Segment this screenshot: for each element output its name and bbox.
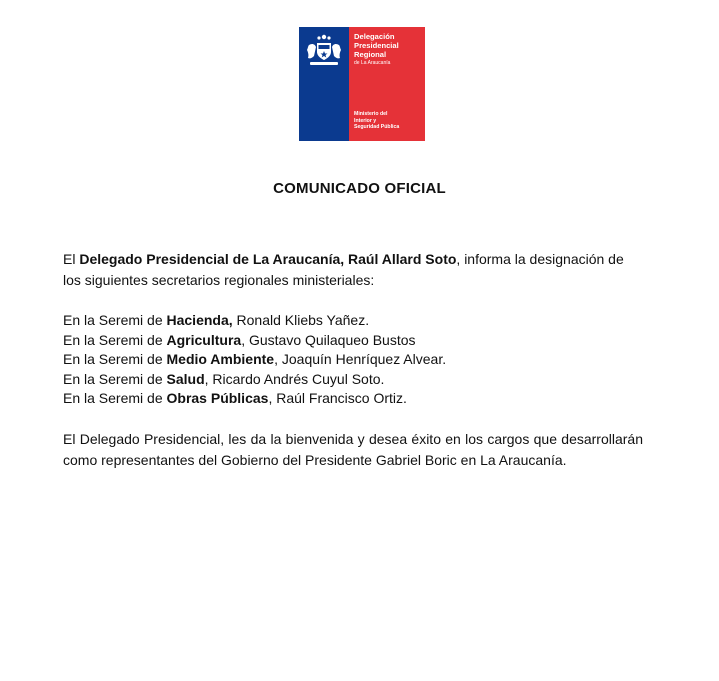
logo-line-3: Regional xyxy=(354,50,387,59)
appointment-area: Medio Ambiente xyxy=(166,351,275,367)
appointment-item xyxy=(63,370,643,390)
appointment-prefix: En la Seremi de xyxy=(63,331,167,348)
appointment-name: , Raúl Francisco Ortiz. xyxy=(268,390,407,406)
coat-of-arms-icon xyxy=(304,33,344,69)
intro-suffix: , informa la designación de los siguientes secretarios regionales ministeriales: xyxy=(63,251,624,288)
appointments-list xyxy=(63,311,643,409)
appointment-item xyxy=(63,350,643,370)
logo-ministry-line-3: Seguridad Pública xyxy=(354,124,400,130)
appointment-area: Hacienda, xyxy=(166,312,233,328)
logo-ministry-line-1: Ministerio del xyxy=(354,111,388,117)
government-logo xyxy=(299,27,425,141)
appointment-prefix: En la Seremi de xyxy=(63,312,167,328)
appointment-name: Ronald Kliebs Yañez. xyxy=(232,312,370,328)
document-body xyxy=(63,249,643,472)
logo-line-2: Presidencial xyxy=(354,41,399,50)
logo-line-4: de La Araucanía xyxy=(354,60,391,66)
appointment-prefix: En la Seremi de xyxy=(63,370,167,387)
logo-ministry-line-2: Interior y xyxy=(354,117,377,124)
appointment-item xyxy=(63,311,643,331)
appointment-name: , Ricardo Andrés Cuyul Soto. xyxy=(204,370,385,387)
appointment-prefix: En la Seremi de xyxy=(63,351,167,367)
appointment-name: , Joaquín Henríquez Alvear. xyxy=(274,351,447,367)
appointment-area: Agricultura xyxy=(166,331,242,348)
intro-delegate-name: Delegado Presidencial de La Araucanía, Raúl Allard Soto xyxy=(79,251,457,267)
appointment-prefix: En la Seremi de xyxy=(63,390,167,406)
intro-prefix: El xyxy=(63,251,80,267)
closing-paragraph: El Delegado Presidencial, les da la bienvenida y desea éxito en los cargos que desarrollarán como representantes del Gobierno del Presidente Gabriel Boric en La Araucanía. xyxy=(63,430,643,468)
appointment-item xyxy=(63,331,643,351)
intro-paragraph xyxy=(63,249,643,291)
appointment-area: Obras Públicas xyxy=(166,390,269,406)
appointment-item xyxy=(63,389,643,409)
appointment-name: , Gustavo Quilaqueo Bustos xyxy=(241,331,416,348)
logo-institution-name xyxy=(354,32,424,67)
document-title: COMUNICADO OFICIAL xyxy=(273,180,446,197)
logo-ministry-name xyxy=(354,111,424,131)
logo-line-1: Delegación xyxy=(354,32,395,41)
appointment-area: Salud xyxy=(166,370,205,387)
